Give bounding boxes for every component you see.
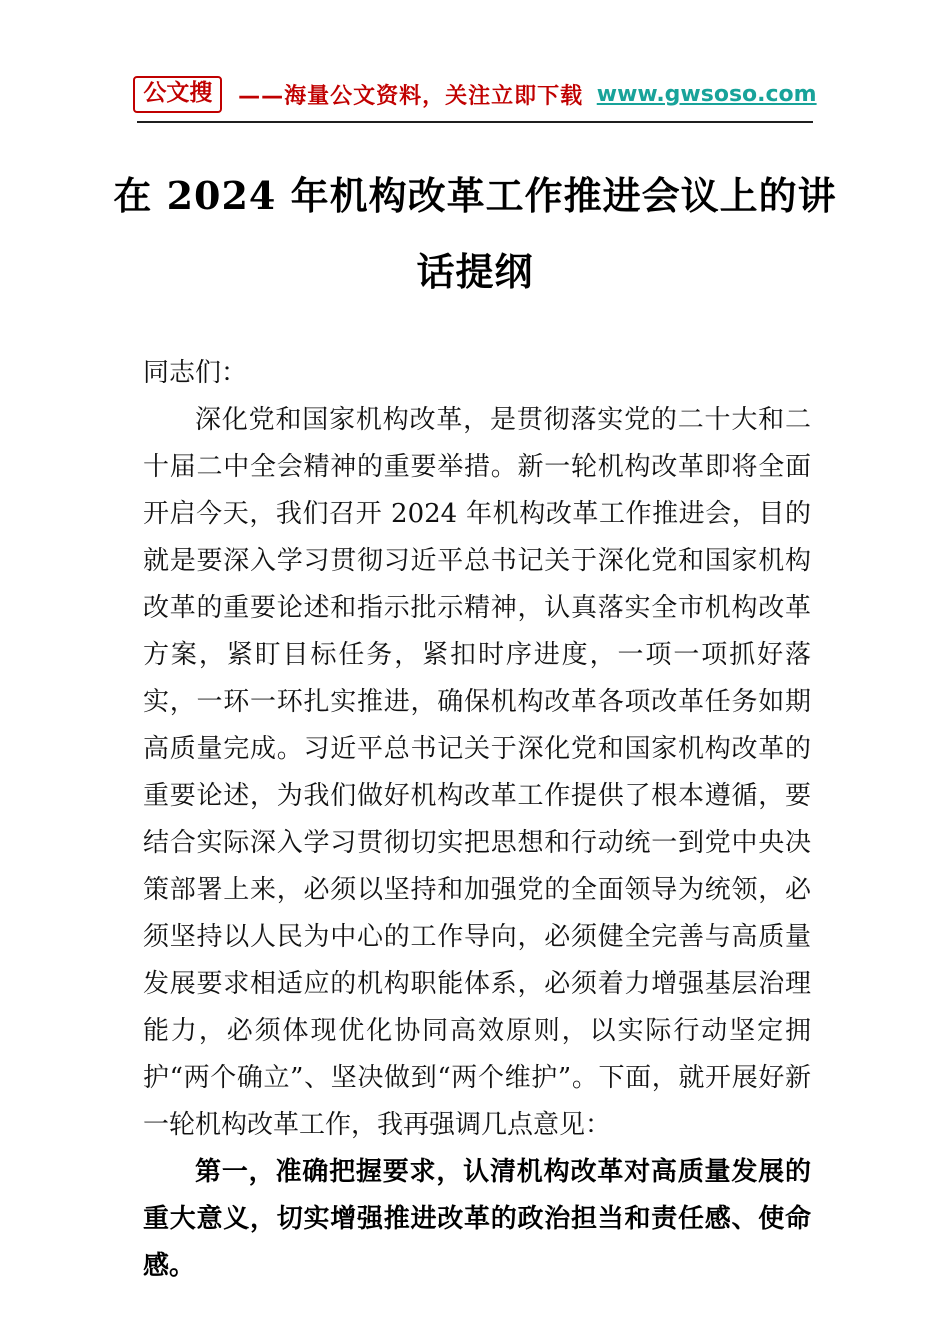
header-tagline: ——海量公文资料，关注立即下载 [238, 83, 584, 109]
site-header [0, 76, 950, 113]
document-title: 在 2024 年机构改革工作推进会议上的讲话提纲 [113, 173, 837, 294]
body-paragraph-main: 深化党和国家机构改革，是贯彻落实党的二十大和二十届二中全会精神的重要举措。新一轮机构改革即将全面开启今天，我们召开 2024 年机构改革工作推进会，目的就是要深入学习贯彻习近平总书记关于深化党和国家机构改革的重要论述和指示批示精神，认真落实全市机构改革方案，紧盯目标任务，紧扣时序进度，一项一项抓好落实，一环一环扎实推进，确保机构改革各项改革任务如期高质量完成。习近平总书记关于深化党和国家机构改革的重要论述，为我们做好机构改革工作提供了根本遵循，要结合实际深入学习贯彻切实把思想和行动统一到党中央决策部署上来，必须以坚持和加强党的全面领导为统领，必须坚持以人民为中心的工作导向，必须健全完善与高质量发展要求相适应的机构职能体系，必须着力增强基层治理能力，必须体现优化协同高效原则，以实际行动坚定拥护“两个确立”、坚决做到“两个维护”。下面，就开展好新一轮机构改革工作，我再强调几点意见： [143, 405, 811, 1140]
header-divider [137, 121, 813, 123]
site-url-link[interactable]: www.gwsoso.com [596, 81, 817, 107]
document-body [143, 350, 811, 1290]
site-logo-badge: 公文搜 [133, 76, 222, 113]
salutation: 同志们： [143, 358, 248, 388]
body-paragraph-point-one: 第一，准确把握要求，认清机构改革对高质量发展的重大意义，切实增强推进改革的政治担当和责任感、使命感。 [143, 1157, 811, 1281]
